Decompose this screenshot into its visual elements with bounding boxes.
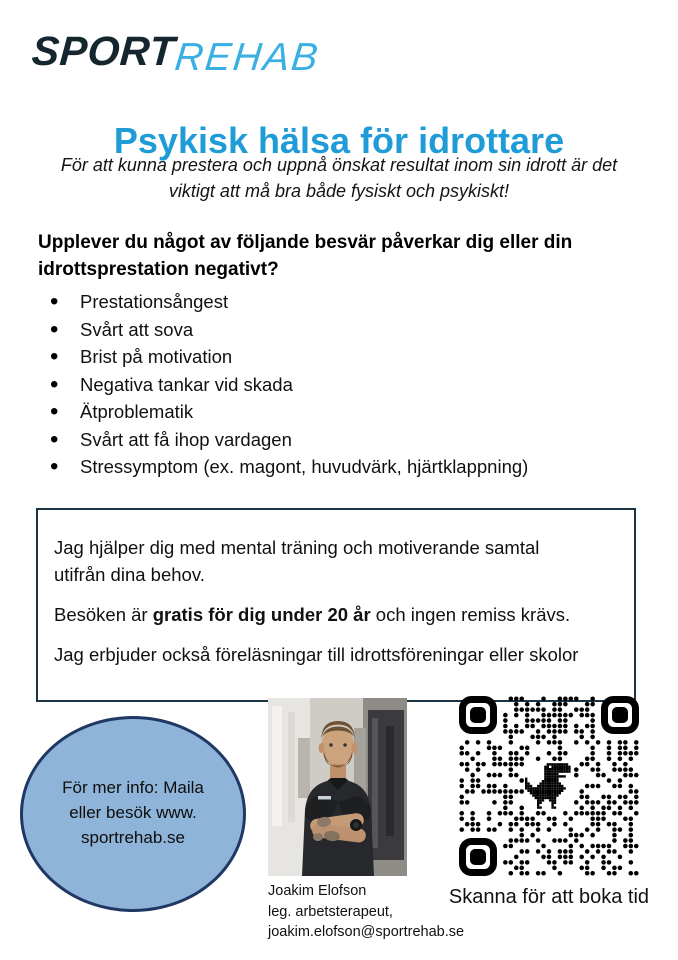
list-item: • Svårt att få ihop vardagen [44,426,528,454]
bubble-line1: För mer info: Maila [62,777,204,797]
list-item: • Brist på motivation [44,343,528,371]
logo-rehab-text: REHAB [172,36,322,79]
therapist-photo-image [268,698,407,876]
contact-bubble [20,716,246,912]
info-p2-post: och ingen remiss krävs. [370,604,571,625]
list-item: • Prestationsångest [44,288,528,316]
info-paragraph-2 [54,601,630,628]
question-line1: Upplever du något av följande besvär påverkar dig eller din [38,232,573,253]
question-heading [38,229,608,283]
qr-code [459,696,639,876]
bubble-line2: eller besök www. [69,802,197,822]
list-item: • Ätproblematik [44,398,528,426]
info-paragraph-3: Jag erbjuder också föreläsningar till idrottsföreningar eller skolor [54,644,579,665]
symptom-list [44,288,528,481]
sportrehab-logo [30,28,322,79]
subtitle-line2: viktigt att må bra både fysiskt och psykiskt! [168,181,510,201]
info-p2-pre: Besöken är [54,604,153,625]
info-p1-line1: Jag hjälper dig med mental träning och motiverande samtal [54,537,540,558]
qr-caption: Skanna för att boka tid [448,886,650,908]
caption-title: leg. arbetsterapeut, [268,903,393,920]
bubble-line3: sportrehab.se [81,827,185,847]
caption-email: joakim.elofson@sportrehab.se [268,924,465,940]
info-box [36,508,636,702]
question-line2: idrottsprestation negativt? [38,259,279,280]
contact-bubble-text [62,775,204,850]
page-title: Psykisk hälsa för idrottare [113,120,565,162]
info-p2-bold: gratis för dig under 20 år [152,604,371,625]
therapist-photo [268,698,407,876]
list-item: • Svårt att sova [44,316,528,344]
logo-sport-text: SPORT [30,28,177,74]
info-paragraph-1 [54,534,630,588]
subtitle-line1: För att kunna prestera och uppnå önskat resultat inom sin idrott är det [60,155,618,175]
info-p1-line2: utifrån dina behov. [54,564,205,585]
caption-name: Joakim Elofson [268,883,367,899]
subtitle [29,152,649,204]
list-item: • Negativa tankar vid skada [44,371,528,399]
list-item: • Stressymptom (ex. magont, huvudvärk, hjärtklappning) [44,453,528,481]
